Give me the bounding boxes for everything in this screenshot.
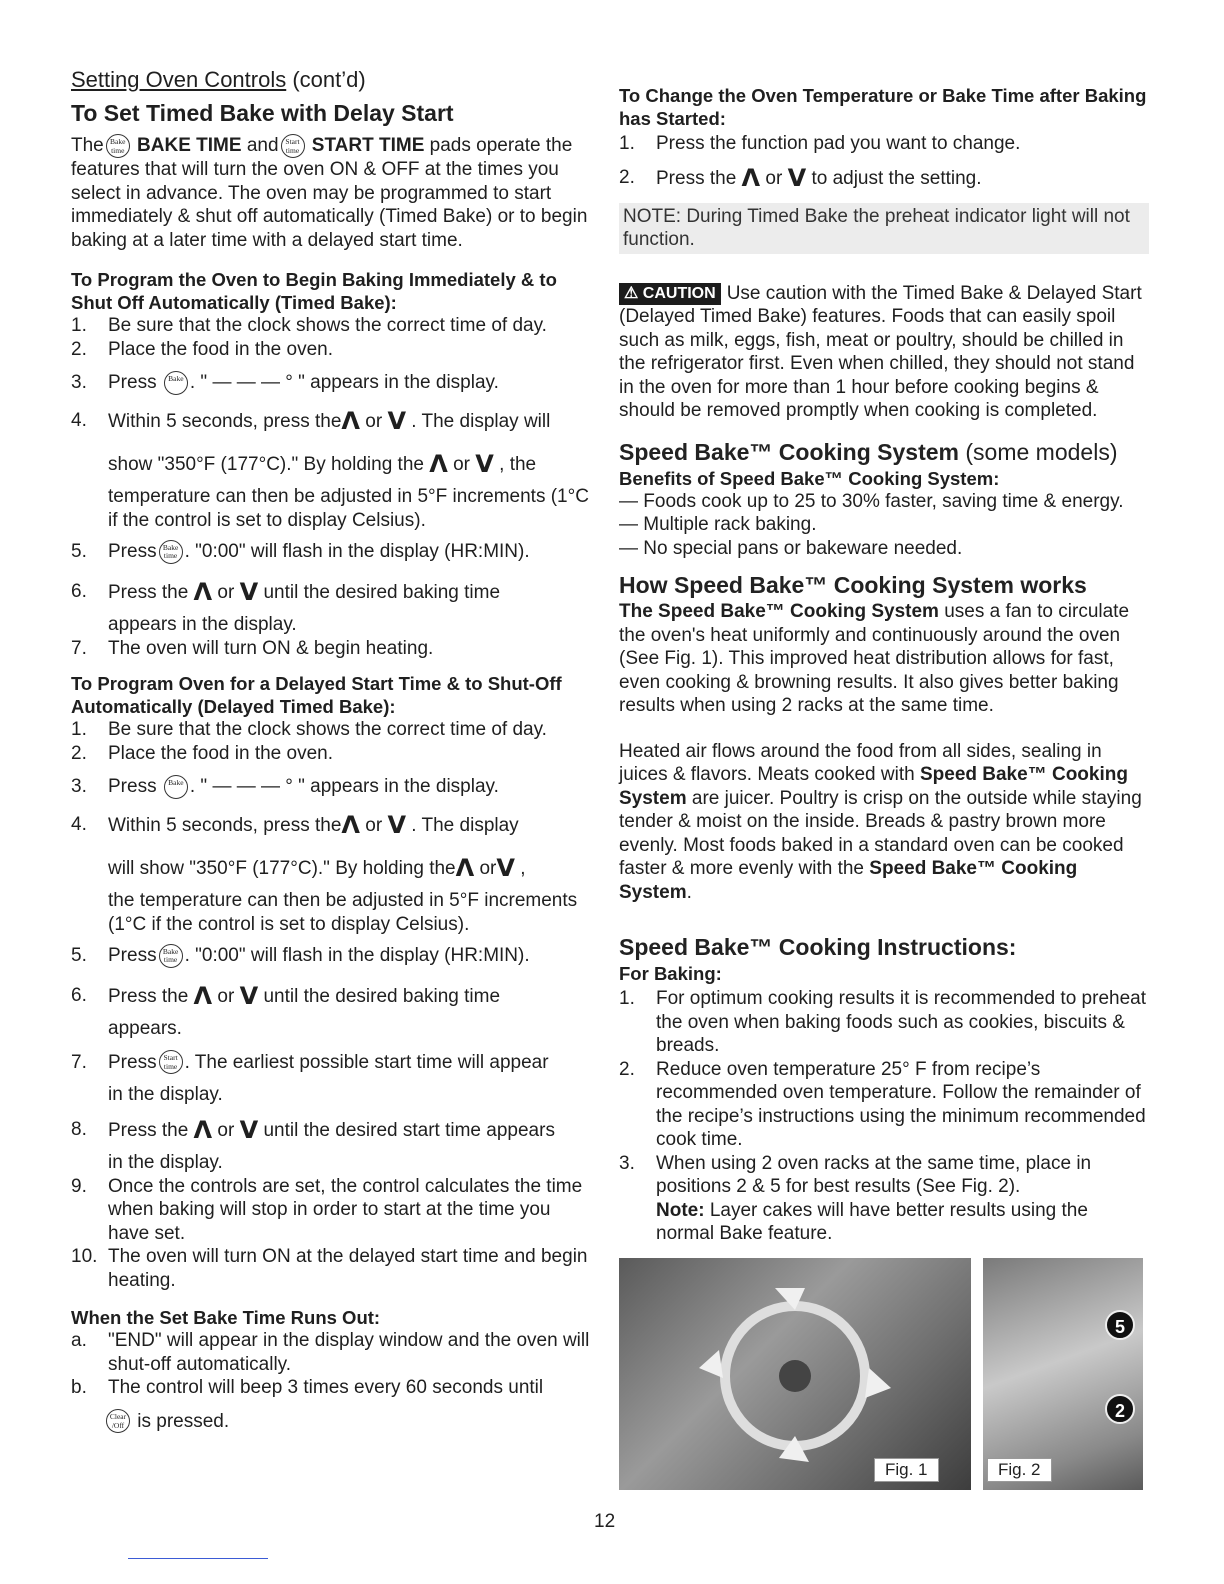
list-item: 1. Be sure that the clock shows the correct time of day. — [71, 315, 547, 336]
down-arrow-icon: V — [239, 1116, 259, 1144]
caution-badge: ⚠ CAUTION — [619, 283, 721, 305]
runs-out-steps — [71, 1329, 591, 1438]
section-title: Setting Oven Controls (cont’d) — [71, 67, 366, 92]
clear-off-pad-icon: Clear /Off — [106, 1409, 130, 1433]
list-item: will show "350°F (177°C)." By holding theΛ orV , — [108, 854, 526, 882]
page-title: To Set Timed Bake with Delay Start — [71, 100, 454, 126]
list-item: 2. Place the food in the oven. — [71, 338, 333, 360]
change-steps — [619, 132, 1149, 195]
up-arrow-icon: Λ — [193, 1116, 213, 1144]
bake-time-pad-icon: Bake time — [159, 944, 183, 968]
preheat-note: NOTE: During Timed Bake the preheat indicator light will not function. — [619, 203, 1149, 254]
up-arrow-icon: Λ — [341, 811, 360, 839]
up-arrow-icon: Λ — [429, 450, 448, 478]
list-item: b. The control will beep 3 times every 60 seconds until — [71, 1377, 544, 1398]
bake-time-pad-icon: Bake time — [159, 540, 183, 564]
speed-bake-title: Speed Bake™ Cooking System (some models) — [619, 438, 1118, 465]
change-heading: To Change the Oven Temperature or Bake Time after Baking has Started: — [619, 85, 1147, 129]
rack-position-badge: 2 — [1105, 1394, 1135, 1424]
benefits-list — [619, 490, 1149, 561]
list-item: 3. Press Bake . " — — — ° " appears in the display. — [71, 372, 499, 393]
list-item: 6. Press the Λ or V until the desired baking time — [71, 982, 501, 1010]
right-column — [619, 84, 1149, 1490]
list-item: 1. Be sure that the clock shows the correct time of day. — [71, 719, 547, 740]
immediate-steps — [71, 314, 591, 660]
up-arrow-icon: Λ — [741, 163, 761, 192]
rack-position-badge: 5 — [1105, 1310, 1135, 1340]
down-arrow-icon: V — [387, 811, 407, 839]
benefits-heading: Benefits of Speed Bake™ Cooking System: — [619, 467, 1000, 489]
immediate-heading: To Program the Oven to Begin Baking Immediately & to Shut Off Automatically (Timed Bake): — [71, 269, 557, 313]
list-item: 2. Reduce oven temperature 25° F from recipe’s recommended oven temperature. Follow the remainder of the recipe’s instructions using the minimum recommended cook time. — [619, 1058, 1146, 1150]
fan-hub — [779, 1360, 811, 1392]
list-item: Clear /Off is pressed. — [71, 1406, 591, 1438]
list-item: 9. Once the controls are set, the control calculates the time when baking will stop in order to start at the time you have set. — [71, 1175, 583, 1244]
caution-paragraph: ⚠ CAUTION Use caution with the Timed Bake & Delayed Start (Delayed Timed Bake) features. Foods that can easily spoil such as milk, eggs, fish, meat or poultry, should be chilled in the refrigerator first. Even when chilled, they should not stand in the oven for more than 1 hour before cooking begins & should be removed promptly when cooking is completed. — [619, 282, 1142, 421]
up-arrow-icon: Λ — [455, 854, 475, 882]
start-time-pad-icon: Start time — [281, 134, 305, 158]
footer-divider — [128, 1558, 268, 1559]
delayed-steps — [71, 718, 591, 1292]
list-item: — No special pans or bakeware needed. — [619, 537, 963, 559]
list-item: appears. — [108, 1018, 182, 1039]
fig-2-rack-positions — [983, 1258, 1143, 1490]
page-number: 12 — [594, 1511, 616, 1532]
intro-paragraph: The Bake time BAKE TIME and Start time START TIME pads operate the features that will turn the oven ON & OFF at the times you select in advance. The oven may be programmed to start immediately & shut off automatically (Timed Bake) or to begin baking at a later time with a delayed start time. — [71, 135, 588, 251]
list-item: in the display. — [108, 1152, 223, 1173]
fig-1-fan-diagram — [619, 1258, 971, 1490]
fig-1-label: Fig. 1 — [874, 1458, 939, 1482]
start-time-pad-icon: Start time — [159, 1050, 183, 1074]
up-arrow-icon: Λ — [193, 578, 213, 606]
list-item: 8. Press the Λ or V until the desired start time appears — [71, 1116, 555, 1144]
list-item: temperature can then be adjusted in 5°F increments (1°C if the control is set to display Celsius). — [108, 486, 589, 531]
fig-2-label: Fig. 2 — [987, 1458, 1052, 1482]
instructions-steps — [619, 987, 1149, 1246]
list-item: show "350°F (177°C)." By holding the Λ or V , the — [108, 450, 537, 478]
down-arrow-icon: V — [787, 163, 807, 192]
list-item: 4. Within 5 seconds, press theΛ or V . The display will — [71, 407, 551, 435]
list-item: 3. When using 2 oven racks at the same time, place in positions 2 & 5 for best results (See Fig. 2). Note: Layer cakes will have better results using the normal Bake feature. — [619, 1152, 1092, 1244]
airflow-arrow-icon — [865, 1368, 891, 1398]
down-arrow-icon: V — [239, 982, 259, 1010]
list-item: — Foods cook up to 25 to 30% faster, saving time & energy. — [619, 490, 1124, 512]
up-arrow-icon: Λ — [341, 407, 360, 435]
warning-icon: ⚠ — [624, 284, 639, 302]
list-item: 10. The oven will turn ON at the delayed start time and begin heating. — [71, 1246, 588, 1291]
list-item: 2. Place the food in the oven. — [71, 742, 333, 764]
list-item: 5. Press Bake time . "0:00" will flash in the display (HR:MIN). — [71, 945, 530, 966]
up-arrow-icon: Λ — [193, 982, 213, 1010]
bake-pad-icon: Bake — [164, 775, 188, 799]
list-item: appears in the display. — [108, 614, 297, 635]
list-item: 4. Within 5 seconds, press theΛ or V . The display — [71, 811, 519, 839]
list-item: a. "END" will appear in the display window and the oven will shut-off automatically. — [71, 1330, 590, 1375]
list-item: in the display. — [108, 1083, 223, 1105]
how-it-works-title: How Speed Bake™ Cooking System works — [619, 572, 1087, 598]
list-item: 1. For optimum cooking results it is recommended to preheat the oven when baking foods such as cookies, biscuits & breads. — [619, 988, 1146, 1056]
list-item: 1. Press the function pad you want to change. — [619, 133, 1021, 154]
down-arrow-icon: V — [475, 450, 494, 478]
down-arrow-icon: V — [239, 578, 259, 606]
bake-time-pad-icon: Bake time — [106, 134, 130, 158]
instructions-title: Speed Bake™ Cooking Instructions: — [619, 934, 1017, 960]
for-baking-heading: For Baking: — [619, 963, 722, 984]
left-column — [71, 66, 591, 1438]
bake-pad-icon: Bake — [164, 371, 188, 395]
down-arrow-icon: V — [387, 407, 407, 435]
fan-airflow-illustration — [619, 1258, 971, 1490]
runs-out-heading: When the Set Bake Time Runs Out: — [71, 1307, 381, 1328]
list-item: — Multiple rack baking. — [619, 514, 817, 535]
list-item: 2. Press the Λ or V to adjust the setting. — [619, 163, 982, 192]
figures — [619, 1258, 1149, 1490]
list-item: 6. Press the Λ or V until the desired baking time — [71, 578, 501, 606]
how-paragraph-1: The Speed Bake™ Cooking System uses a fan to circulate the oven's heat uniformly and continuously around the oven (See Fig. 1). This improved heat distribution allows for fast, even cooking & browning results. It also gives better baking results when using 2 racks at the same time. — [619, 601, 1130, 716]
down-arrow-icon: V — [496, 854, 515, 882]
airflow-arrow-icon — [699, 1350, 723, 1378]
how-paragraph-2: Heated air flows around the food from all sides, sealing in juices & flavors. Meats cooked with Speed Bake™ Cooking System are juicer. Poultry is crisp on the outside while staying tender & moist on the inside. Breads & pastry brown more evenly. Most foods baked in a standard oven can be cooked faster & more evenly with the Speed Bake™ Cooking System. — [619, 740, 1142, 903]
list-item: the temperature can then be adjusted in 5°F increments (1°C if the control is set to display Celsius). — [108, 890, 578, 935]
list-item: 3. Press Bake . " — — — ° " appears in the display. — [71, 776, 499, 797]
list-item: 7. Press Start time . The earliest possible start time will appear — [71, 1051, 549, 1073]
list-item: 5. Press Bake time . "0:00" will flash in the display (HR:MIN). — [71, 541, 530, 562]
list-item: 7. The oven will turn ON & begin heating. — [71, 637, 434, 659]
delayed-heading: To Program Oven for a Delayed Start Time & to Shut-Off Automatically (Delayed Timed Bake): — [71, 673, 562, 717]
